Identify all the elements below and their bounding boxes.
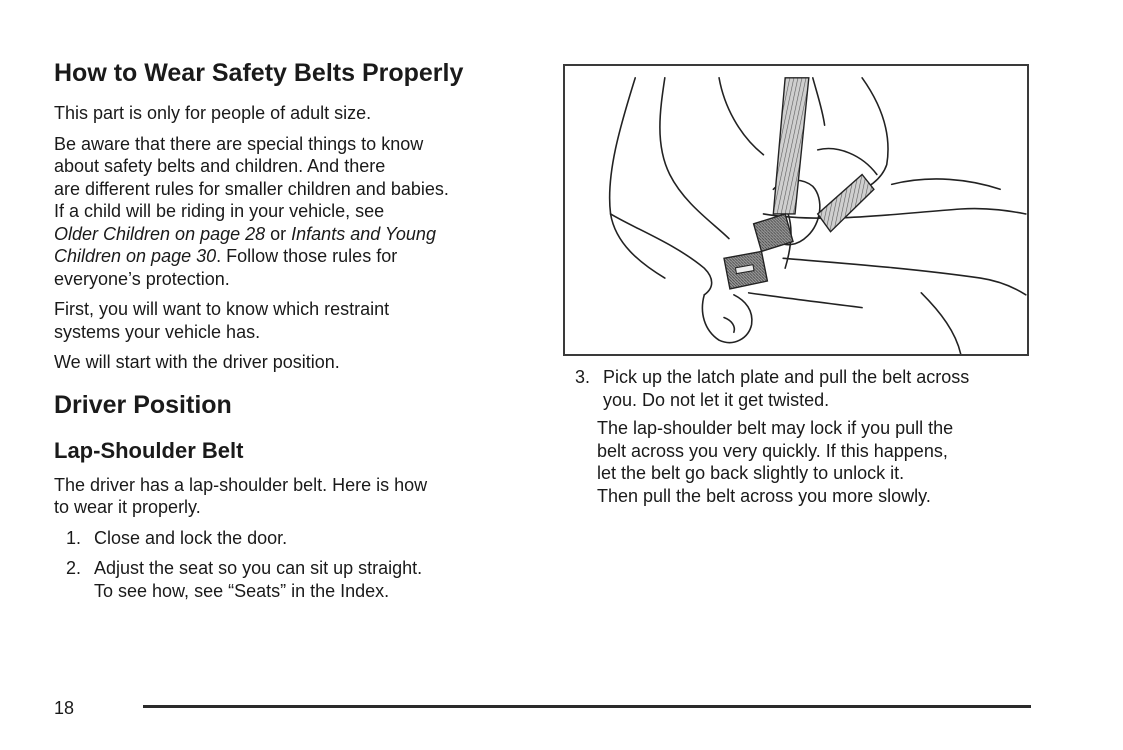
children-paragraph: [54, 133, 524, 291]
shirt-right-edge: [813, 78, 825, 125]
children-line-1: Be aware that there are special things to know: [54, 133, 424, 154]
step-3-note-line-2: belt across you very quickly. If this happens,: [597, 440, 948, 461]
left-column: [54, 56, 524, 610]
left-forearm: [611, 214, 712, 295]
children-line-5: [54, 223, 524, 246]
step-3: [563, 366, 1043, 411]
step-text-line-1: Adjust the seat so you can sit up straight.: [94, 558, 423, 578]
lap-shoulder-intro-line-1: The driver has a lap-shoulder belt. Here is how: [54, 474, 428, 495]
page-title: How to Wear Safety Belts Properly: [54, 59, 464, 87]
belt-figure-frame: [563, 64, 1029, 356]
torso-edge: [719, 78, 763, 155]
section-title-driver-position: Driver Position: [54, 390, 232, 419]
infants-reference-part-2[interactable]: Children on page 30: [54, 246, 217, 266]
children-line-3: are different rules for smaller children and babies.: [54, 178, 449, 199]
page-number: 18: [54, 698, 75, 718]
intro-paragraph: This part is only for people of adult size.: [54, 103, 372, 123]
left-sleeve-inner: [660, 78, 729, 239]
right-sleeve-outline: [852, 78, 888, 194]
lower-hand-finger: [724, 318, 734, 333]
latch-plate: [754, 214, 793, 251]
children-line-6: [54, 245, 524, 268]
list-item: [54, 527, 524, 550]
step-text-line-1: Close and lock the door.: [94, 527, 288, 548]
footer-rule: [143, 705, 1031, 708]
belt-buckling-illustration-icon: [565, 66, 1027, 354]
steps-list: [54, 527, 524, 603]
subsection-title-lap-shoulder-belt: Lap-Shoulder Belt: [54, 437, 244, 463]
step-number: 2.: [66, 558, 82, 578]
follow-rules-text: . Follow those rules for: [216, 246, 398, 266]
left-sleeve-outline: [610, 78, 665, 278]
lap-shoulder-intro-line-2: to wear it properly.: [54, 497, 201, 517]
driver-position-intro: We will start with the driver position.: [54, 352, 340, 372]
step-number: 1.: [66, 527, 82, 548]
restraint-line-1: First, you will want to know which restraint: [54, 299, 390, 319]
lap-shoulder-intro: [54, 474, 524, 519]
shoulder-belt: [773, 78, 809, 214]
step-3-line-1: Pick up the latch plate and pull the belt across: [603, 367, 970, 387]
restraint-paragraph: [54, 298, 524, 343]
lap-line-1: [763, 209, 1025, 219]
seat-edge: [921, 293, 960, 354]
restraint-line-2: systems your vehicle has.: [54, 321, 261, 342]
step-3-note-line-1: The lap-shoulder belt may lock if you pull the: [597, 418, 954, 438]
step-3-note: [597, 417, 1043, 507]
step-3-line-2: you. Do not let it get twisted.: [603, 389, 830, 410]
or-text: or: [265, 223, 292, 244]
infants-reference-part-1[interactable]: Infants and Young: [291, 223, 436, 244]
step-3-note-line-4: Then pull the belt across you more slowly.: [597, 485, 931, 506]
right-sleeve-cuff: [818, 149, 877, 175]
lap-line-2: [783, 258, 1026, 294]
step-text-line-2: To see how, see “Seats” in the Index.: [94, 580, 390, 601]
right-column: [563, 64, 1043, 507]
children-line-7: everyone’s protection.: [54, 268, 230, 289]
older-children-reference[interactable]: Older Children on page 28: [54, 223, 266, 244]
lap-line-3: [749, 293, 862, 308]
children-line-2: about safety belts and children. And there: [54, 156, 386, 176]
seat-curve: [892, 179, 1000, 189]
step-3-note-line-3: let the belt go back slightly to unlock it.: [597, 463, 905, 483]
step-number: 3.: [575, 367, 591, 387]
lap-belt: [818, 174, 874, 231]
children-line-4: If a child will be riding in your vehicle, see: [54, 201, 385, 221]
list-item: [54, 557, 524, 602]
